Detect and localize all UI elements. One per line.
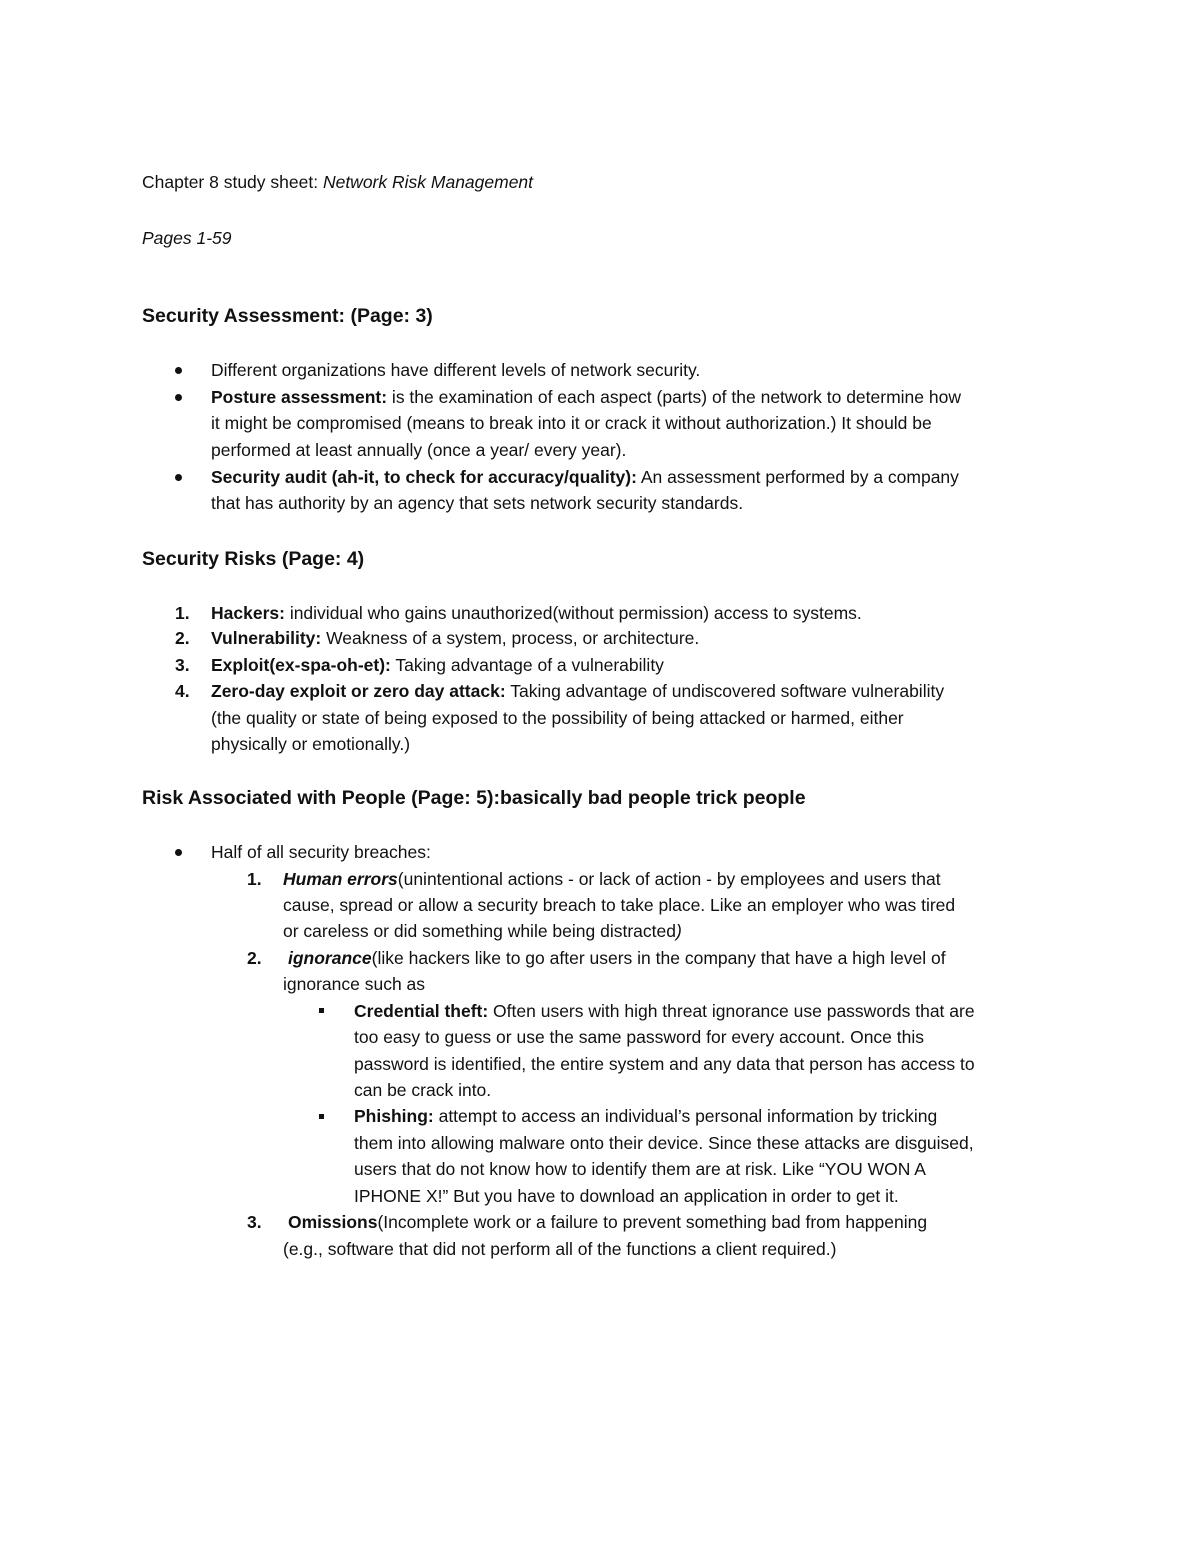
list-number: 4.: [175, 681, 190, 701]
list-number: 2.: [175, 628, 190, 648]
bullet-icon: [175, 367, 182, 374]
bullet-icon: [175, 394, 182, 401]
section-heading-people: Risk Associated with People (Page: 5):basically bad people trick people: [142, 787, 806, 809]
list-item-line: ignorance such as: [283, 974, 426, 994]
list-item-line: Vulnerability: Weakness of a system, process, or architecture.: [211, 628, 700, 648]
list-item-line: performed at least annually (once a year/ every year).: [211, 440, 627, 460]
list-item-line: can be crack into.: [354, 1080, 492, 1100]
list-item-line: (e.g., software that did not perform all of the functions a client required.): [283, 1239, 837, 1259]
list-item-line: cause, spread or allow a security breach to take place. Like an employer who was tired: [283, 895, 956, 915]
list-item-line: password is identified, the entire system and any data that person has access to: [354, 1054, 975, 1074]
document-title: [142, 170, 533, 194]
bullet-icon: [175, 474, 182, 481]
list-item-line: Zero-day exploit or zero day attack: Taking advantage of undiscovered software vulnerability: [211, 681, 945, 701]
title-text: Chapter 8 study sheet:: [142, 172, 323, 192]
list-item-line: physically or emotionally.): [211, 734, 411, 754]
bullet-icon: [175, 849, 182, 856]
page-range: Pages 1-59: [142, 228, 232, 248]
title-italic-text: Network Risk Management: [322, 172, 534, 192]
list-item-line: Human errors(unintentional actions - or lack of action - by employees and users that: [283, 869, 941, 889]
list-item-line: it might be compromised (means to break into it or crack it without authorization.) It should be: [211, 413, 932, 433]
list-number: 1.: [247, 869, 262, 889]
list-item-line: Posture assessment: is the examination of each aspect (parts) of the network to determine how: [211, 387, 961, 407]
list-item-line: Omissions(Incomplete work or a failure to prevent something bad from happening: [288, 1212, 928, 1232]
list-item-line: Hackers: individual who gains unauthorized(without permission) access to systems.: [211, 603, 862, 623]
list-item-line: Different organizations have different levels of network security.: [211, 360, 701, 380]
list-number: 3.: [175, 655, 190, 675]
list-item-line: (the quality or state of being exposed to the possibility of being attacked or harmed, either: [211, 708, 904, 728]
list-number: 1.: [175, 603, 190, 623]
list-item-line: Security audit (ah-it, to check for accuracy/quality): An assessment performed by a company: [211, 467, 959, 487]
square-bullet-icon: [319, 1008, 324, 1013]
list-item-line: Credential theft: Often users with high threat ignorance use passwords that are: [354, 1001, 975, 1021]
list-item-line: IPHONE X!” But you have to download an application in order to get it.: [354, 1186, 899, 1206]
list-item-line: users that do not know how to identify them are at risk. Like “YOU WON A: [354, 1159, 926, 1179]
list-item-line: Exploit(ex-spa-oh-et): Taking advantage of a vulnerability: [211, 655, 664, 675]
section-heading-risks: Security Risks (Page: 4): [142, 548, 365, 570]
list-item-line: them into allowing malware onto their device. Since these attacks are disguised,: [354, 1133, 974, 1153]
square-bullet-icon: [319, 1114, 324, 1119]
list-item-line: or careless or did something while being distracted): [283, 921, 682, 941]
list-item-line: Half of all security breaches:: [211, 842, 431, 862]
list-number: 3.: [247, 1212, 262, 1232]
list-item-line: ignorance(like hackers like to go after users in the company that have a high level of: [288, 948, 946, 968]
section-heading-assessment: Security Assessment: (Page: 3): [142, 305, 433, 327]
list-item-line: too easy to guess or use the same password for every account. Once this: [354, 1027, 925, 1047]
list-item-line: that has authority by an agency that sets network security standards.: [211, 493, 744, 513]
list-item-line: Phishing: attempt to access an individual’s personal information by tricking: [354, 1106, 938, 1126]
list-number: 2.: [247, 948, 262, 968]
